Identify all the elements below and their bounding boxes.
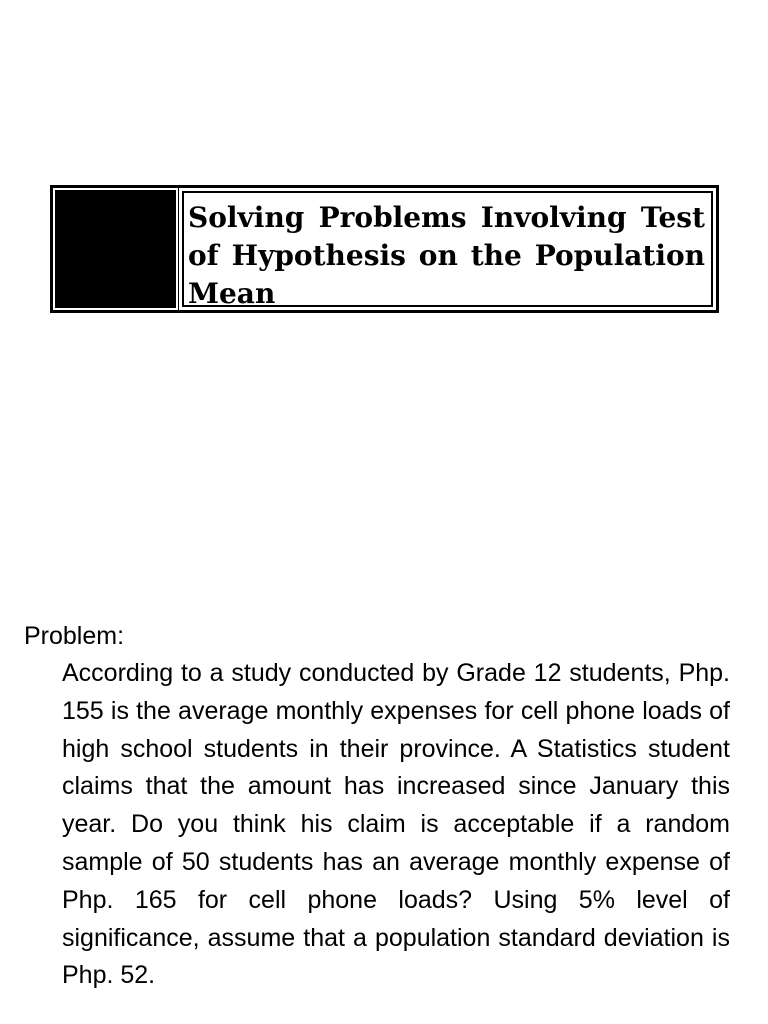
title-banner [50,185,719,313]
problem-statement: According to a study conducted by Grade 12 students, Php. 155 is the average monthly expenses for cell phone loads of high school students in their province. A Statistics student claims that the amount has increased since January this year. Do you think his claim is acceptable if a random sample of 50 students has an average monthly expense of Php. 165 for cell phone loads? Using 5% level of significance, assume that a population standard deviation is Php. 52. [62,659,730,990]
problem-section [24,618,732,995]
title-black-block [53,188,178,310]
title-textbox [182,191,713,310]
problem-label: Problem: [24,622,125,650]
slide-title: Solving Problems Involving Test of Hypothesis on the Population Mean [188,201,705,310]
